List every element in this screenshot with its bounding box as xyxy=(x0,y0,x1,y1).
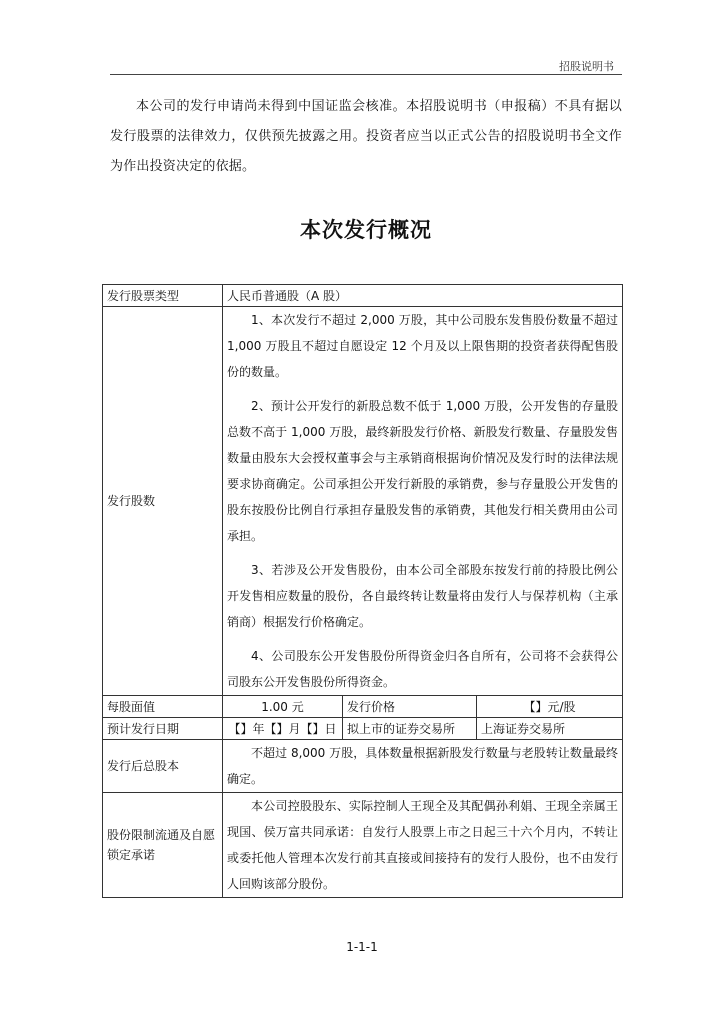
table-row xyxy=(103,718,623,740)
page-number: 1-1-1 xyxy=(346,940,378,954)
total-shares-cell xyxy=(223,740,623,793)
disclaimer-paragraph: 本公司的发行申请尚未得到中国证监会核准。本招股说明书（申报稿）不具有据以发行股票的法律效力，仅供预先披露之用。投资者应当以正式公告的招股说明书全文作为作出投资决定的依据。 xyxy=(110,99,622,174)
table-row xyxy=(103,696,623,718)
issue-date-label: 预计发行日期 xyxy=(103,718,223,740)
total-shares-label: 发行后总股本 xyxy=(103,740,223,793)
exchange-label: 拟上市的证券交易所 xyxy=(343,718,477,740)
lockup-cell xyxy=(223,793,623,898)
table-row xyxy=(103,285,623,307)
shares-paragraph-2: 2、预计公开发行的新股总数不低于 1,000 万股，公开发售的存量股总数不高于 1,000 万股，最终新股发行价格、新股发行数量、存量股发售数量由股东大会授权董事会与主承销商根据询价情况及发行时的法律法规要求协商确定。公司承担公开发行新股的承销费，参与存量股公开发售的股东按股份比例自行承担存量股发售的承销费，其他发行相关费用由公司承担。 xyxy=(227,399,619,543)
section-title: 本次发行概况 xyxy=(300,218,432,242)
exchange-value: 上海证券交易所 xyxy=(477,718,623,740)
lockup-label: 股份限制流通及自愿锁定承诺 xyxy=(103,793,223,898)
stock-type-value: 人民币普通股（A 股） xyxy=(223,285,623,307)
shares-paragraph-3: 3、若涉及公开发售股份，由本公司全部股东按发行前的持股比例公开发售相应数量的股份，各自最终转让数量将由发行人与保荐机构（主承销商）根据发行价格确定。 xyxy=(227,563,619,629)
lockup-value: 本公司控股股东、实际控制人王现全及其配偶孙利娟、王现全亲属王现国、侯万富共同承诺：自发行人股票上市之日起三十六个月内，不转让或委托他人管理本次发行前其直接或间接持有的发行人股份，也不由发行人回购该部分股份。 xyxy=(227,799,619,891)
shares-paragraph-4: 4、公司股东公开发售股份所得资金归各自所有，公司将不会获得公司股东公开发售股份所得资金。 xyxy=(227,649,619,689)
header-rule xyxy=(110,74,622,75)
issue-price-label: 发行价格 xyxy=(343,696,477,718)
issue-date-value: 【】年【】月【】日 xyxy=(223,718,343,740)
running-header: 招股说明书 xyxy=(559,60,614,73)
issue-price-value: 【】元/股 xyxy=(477,696,623,718)
stock-type-label: 发行股票类型 xyxy=(103,285,223,307)
total-shares-value: 不超过 8,000 万股，具体数量根据新股发行数量与老股转让数量最终确定。 xyxy=(227,746,619,786)
par-value-value: 1.00 元 xyxy=(223,696,343,718)
table-row xyxy=(103,793,623,898)
table-row xyxy=(103,307,623,696)
par-value-label: 每股面值 xyxy=(103,696,223,718)
shares-paragraph-1: 1、本次发行不超过 2,000 万股，其中公司股东发售股份数量不超过 1,000 万股且不超过自愿设定 12 个月及以上限售期的投资者获得配售股份的数量。 xyxy=(227,313,619,379)
shares-detail xyxy=(223,307,623,696)
offering-overview-table xyxy=(102,284,623,898)
table-row xyxy=(103,740,623,793)
shares-label: 发行股数 xyxy=(103,307,223,696)
